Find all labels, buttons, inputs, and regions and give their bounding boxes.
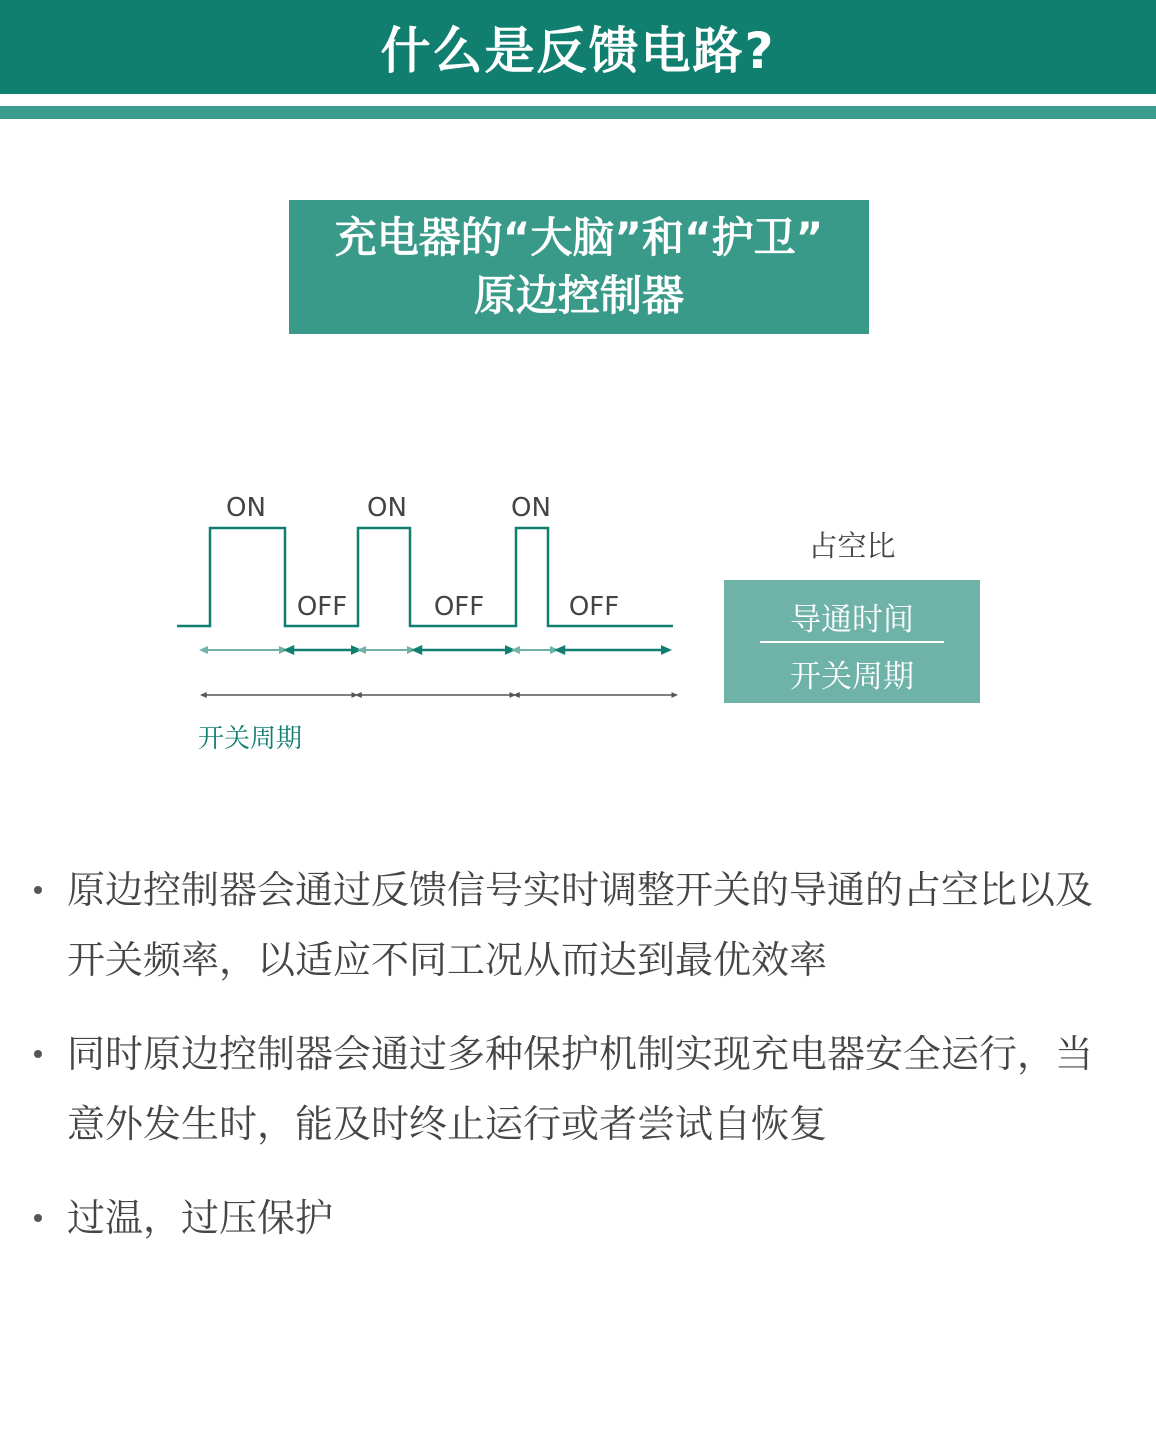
bullet-dot-icon: [34, 886, 42, 894]
list-item: [30, 1019, 1130, 1159]
bullet-dot-icon: [34, 1050, 42, 1058]
list-item-text: 原边控制器会通过反馈信号实时调整开关的导通的占空比以及开关频率，以适应不同工况从而达到最优效率: [67, 868, 1094, 982]
on-label-3: ON: [511, 493, 551, 523]
off-label-3: OFF: [568, 592, 620, 622]
bullet-list: [30, 855, 1130, 1277]
period-label: 开关周期: [198, 724, 303, 754]
on-label-1: ON: [226, 493, 266, 523]
subtitle-line-1: 充电器的“大脑”和“护卫”: [334, 213, 824, 262]
list-item: [30, 1183, 1130, 1253]
subtitle-box: [289, 200, 869, 334]
off-label-2: OFF: [433, 592, 485, 622]
off-label-1: OFF: [296, 592, 348, 622]
header-banner: [0, 0, 1156, 94]
fraction-bar: [760, 641, 944, 643]
on-label-2: ON: [367, 493, 407, 523]
subtitle-line-2: 原边控制器: [473, 271, 684, 320]
duty-cycle-numerator: 导通时间: [790, 602, 914, 638]
duty-cycle-label: 占空比: [808, 529, 896, 563]
pwm-waveform-diagram: [0, 470, 720, 770]
bullet-dot-icon: [34, 1214, 42, 1222]
header-divider: [0, 106, 1156, 119]
list-item: [30, 855, 1130, 995]
duty-cycle-formula: [724, 580, 980, 703]
page-title: 什么是反馈电路?: [380, 22, 776, 80]
duty-cycle-denominator: 开关周期: [790, 659, 914, 695]
list-item-text: 过温，过压保护: [67, 1196, 334, 1240]
list-item-text: 同时原边控制器会通过多种保护机制实现充电器安全运行，当意外发生时，能及时终止运行或者尝试自恢复: [67, 1032, 1094, 1146]
